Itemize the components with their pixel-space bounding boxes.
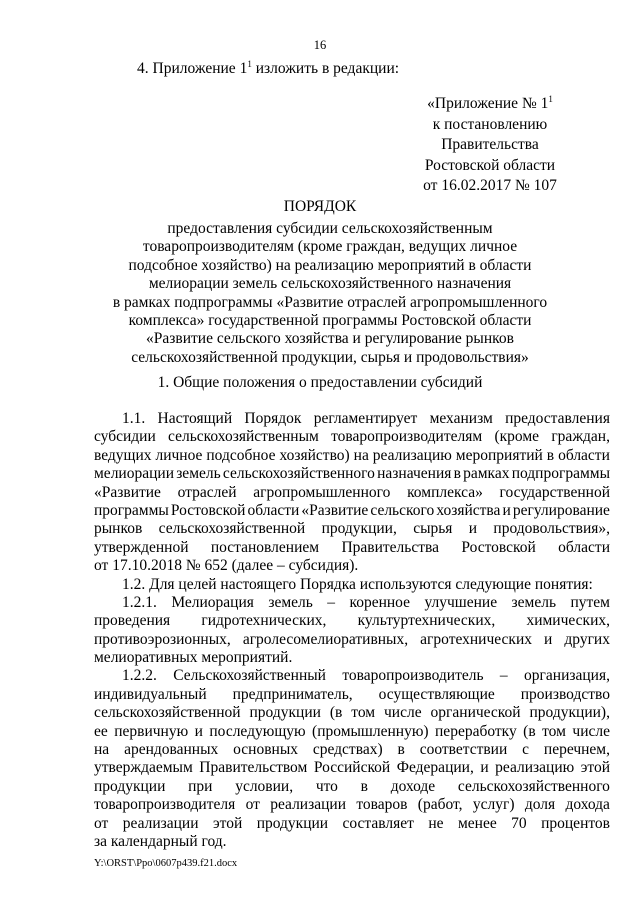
word: области: [558, 538, 610, 556]
body-line: мелиоративных мероприятий.: [94, 649, 293, 667]
word: реализацию: [372, 446, 452, 464]
word: и: [468, 520, 478, 538]
word: Правительства: [341, 538, 439, 556]
body-line: [94, 667, 610, 685]
appendix-line-4: Ростовской области: [424, 156, 556, 174]
word: и: [194, 722, 203, 740]
word: реализации: [122, 814, 199, 832]
word: земель: [268, 593, 313, 611]
body-line: [94, 447, 610, 465]
appendix-line-3: Правительства: [441, 136, 539, 153]
word: что: [315, 777, 338, 795]
word: первичную: [114, 722, 189, 740]
document-subtitle: [100, 220, 560, 367]
word: Настоящий: [157, 410, 233, 427]
word: (кроме: [494, 428, 540, 446]
word: (в: [523, 722, 536, 740]
word: путем: [570, 593, 610, 611]
body-line: [94, 520, 610, 538]
body-text: [94, 410, 610, 851]
word: дохода: [565, 796, 610, 814]
body-line: [94, 410, 610, 428]
word: основных: [233, 741, 298, 759]
body-line: [94, 741, 610, 759]
word: процентов: [541, 814, 610, 832]
word: –: [499, 667, 508, 685]
word: рамках: [463, 465, 510, 483]
word: проведения: [94, 612, 171, 630]
document-title: ПОРЯДОК: [283, 198, 357, 215]
word: средствах): [312, 741, 383, 759]
word: сельскохозяйственного: [457, 777, 610, 795]
word: других: [564, 630, 610, 648]
word: не: [428, 814, 444, 832]
word: области: [247, 501, 300, 519]
word: (в: [329, 704, 343, 722]
word: (работ,: [417, 796, 463, 814]
word: ведущих: [94, 446, 152, 464]
subtitle-line: подсобное хозяйство) на реализацию мероприятий в области: [128, 256, 532, 274]
word: Порядок: [244, 410, 302, 427]
word: агропромышленного: [253, 483, 391, 501]
word: программы: [94, 501, 169, 519]
word: и: [502, 501, 511, 519]
word: при: [188, 777, 213, 795]
word: Правительством: [199, 759, 308, 777]
word: арендованных: [124, 741, 219, 759]
subtitle-line: мелиорации земель сельскохозяйственного назначения: [148, 275, 512, 293]
appendix-header: [410, 94, 570, 197]
body-line: [94, 612, 610, 630]
word: товаропроизводителя: [94, 796, 236, 814]
body-line: [94, 815, 610, 833]
word: хозяйство): [279, 446, 350, 464]
word: предприниматель,: [232, 685, 353, 703]
word: 70: [511, 814, 527, 832]
word: сельского: [370, 501, 435, 519]
word: хозяйства: [436, 501, 501, 519]
word: в: [453, 465, 461, 483]
word: сельскохозяйственной: [158, 520, 306, 538]
word: назначения: [377, 465, 452, 483]
word: Сельскохозяйственный: [173, 667, 326, 685]
word: мероприятий: [455, 446, 543, 464]
word: регулирование: [512, 501, 610, 519]
amendment-instruction: [137, 60, 399, 78]
word: 1.2.2.: [122, 667, 157, 685]
word: субсидии: [94, 428, 156, 446]
word: менее: [457, 814, 497, 832]
word: сельскохозяйственной: [94, 704, 241, 722]
appendix-superscript: 1: [548, 94, 553, 104]
word: реализации: [270, 796, 346, 814]
word: организация,: [524, 667, 610, 685]
subtitle-line: сельскохозяйственной продукции, сырья и продовольствия»: [131, 348, 529, 366]
word: механизм: [429, 410, 493, 427]
word: сырья: [413, 520, 453, 538]
word: осуществляющие: [378, 685, 495, 703]
body-line: [94, 778, 610, 796]
word: услуг): [472, 796, 515, 814]
word: земель: [176, 465, 221, 483]
appendix-line-2: к постановлению: [432, 115, 548, 133]
word: подсобное: [206, 446, 276, 464]
body-line: [94, 594, 610, 612]
word: 1.1.: [122, 410, 146, 427]
word: подпрограммы: [511, 465, 610, 483]
word: числе: [572, 722, 610, 740]
word: агротехнических: [420, 630, 532, 648]
page-number: 16: [313, 38, 327, 52]
subtitle-line: «Развитие сельского хозяйства и регулирование рынков: [146, 330, 514, 348]
word: от: [245, 796, 260, 814]
word: составляет: [342, 814, 414, 832]
word: реализацию: [495, 759, 575, 777]
word: Ростовской: [461, 538, 536, 556]
footer-file-path: Y:\ORST\Ppo\0607p439.f21.docx: [94, 858, 238, 869]
word: культуртехнических,: [357, 612, 496, 630]
word: перечнем,: [543, 741, 610, 759]
word: улучшение: [424, 593, 498, 611]
word: Российской: [313, 759, 391, 777]
body-line: [94, 759, 610, 777]
word: регламентирует: [313, 410, 418, 427]
subtitle-line: предоставления субсидии сельскохозяйственным: [167, 220, 493, 237]
word: отраслей: [177, 483, 237, 501]
word: этой: [580, 759, 610, 777]
word: постановлением: [210, 538, 320, 556]
word: «Развитие: [301, 501, 369, 519]
body-line: [94, 484, 610, 502]
word: продукции,: [321, 520, 397, 538]
word: (промышленную): [312, 722, 429, 740]
word: в: [397, 741, 405, 759]
word: доходе: [390, 777, 436, 795]
body-line: от 17.10.2018 № 652 (далее – субсидия).: [94, 557, 359, 575]
appendix-label: «Приложение № 1: [427, 95, 549, 112]
word: в: [360, 777, 368, 795]
word: продукции: [249, 704, 321, 722]
word: товаропроизводителям: [331, 428, 483, 446]
word: от: [94, 814, 109, 832]
word: и: [544, 630, 553, 648]
word: земель: [511, 593, 557, 611]
word: Федерации,: [396, 759, 474, 777]
word: сельскохозяйственного: [222, 465, 375, 483]
instruction-superscript: 1: [247, 59, 252, 69]
word: сельскохозяйственным: [168, 428, 319, 446]
word: том: [351, 704, 376, 722]
body-line: 1.2. Для целей настоящего Порядка используются следующие понятия:: [122, 575, 593, 593]
subtitle-line: комплекса» государственной программы Ростовской области: [128, 312, 532, 330]
body-line: [94, 686, 610, 704]
word: товаров: [356, 796, 408, 814]
section-heading: 1. Общие положения о предоставлении субсидий: [157, 374, 483, 391]
word: личное: [155, 446, 203, 464]
body-line: [94, 502, 610, 520]
word: утвержденной: [94, 538, 189, 556]
appendix-line-1: [410, 94, 570, 115]
word: комплекса»: [407, 483, 483, 501]
word: –: [327, 593, 336, 611]
word: том: [542, 722, 566, 740]
body-line: [94, 704, 610, 722]
word: числе: [384, 704, 422, 722]
word: на: [94, 741, 110, 759]
word: утверждаемым: [94, 759, 193, 777]
word: товаропроизводитель: [342, 667, 484, 685]
word: продукции: [256, 814, 329, 832]
word: органической: [430, 704, 521, 722]
word: этой: [212, 814, 243, 832]
word: области: [558, 446, 610, 464]
subtitle-line: в рамках подпрограммы «Развитие отраслей агропромышленного: [112, 293, 548, 311]
word: «Развитие: [94, 483, 161, 501]
body-line: [94, 723, 610, 741]
body-line: [94, 796, 610, 814]
word: ее: [94, 722, 108, 740]
word: продукции),: [529, 704, 610, 722]
word: государственной: [499, 483, 610, 501]
word: и: [480, 759, 489, 777]
body-line: [94, 428, 610, 446]
body-line: за календарный год.: [94, 832, 227, 850]
word: условии,: [235, 777, 294, 795]
word: на: [353, 446, 369, 464]
body-line: [94, 539, 610, 557]
word: предоставления: [505, 410, 610, 427]
word: агролесомелиоративных,: [242, 630, 409, 648]
word: с: [522, 741, 530, 759]
body-line: [94, 465, 610, 483]
instruction-text: 4. Приложение 1: [137, 60, 248, 77]
word: в: [546, 446, 555, 464]
word: продовольствия»,: [493, 520, 610, 538]
word: Ростовской: [170, 501, 246, 519]
word: граждан,: [551, 428, 610, 446]
word: доля: [524, 796, 556, 814]
word: противоэрозионных,: [94, 630, 231, 648]
instruction-tail: изложить в редакции:: [251, 60, 400, 77]
word: коренное: [349, 593, 411, 611]
word: гидротехнических,: [201, 612, 327, 630]
word: последующую: [209, 722, 306, 740]
word: 1.2.1.: [122, 593, 157, 611]
word: соответствии: [419, 741, 508, 759]
word: Мелиорация: [171, 593, 254, 611]
word: химических,: [526, 612, 610, 630]
body-line: [94, 631, 610, 649]
word: продукции: [94, 777, 166, 795]
appendix-line-5: от 16.02.2017 № 107: [423, 177, 557, 194]
subtitle-line: товаропроизводителям (кроме граждан, ведущих личное: [142, 238, 518, 256]
word: переработку: [435, 722, 517, 740]
word: индивидуальный: [94, 685, 207, 703]
word: мелиорации: [94, 465, 174, 483]
word: рынков: [94, 520, 143, 538]
word: производство: [520, 685, 610, 703]
